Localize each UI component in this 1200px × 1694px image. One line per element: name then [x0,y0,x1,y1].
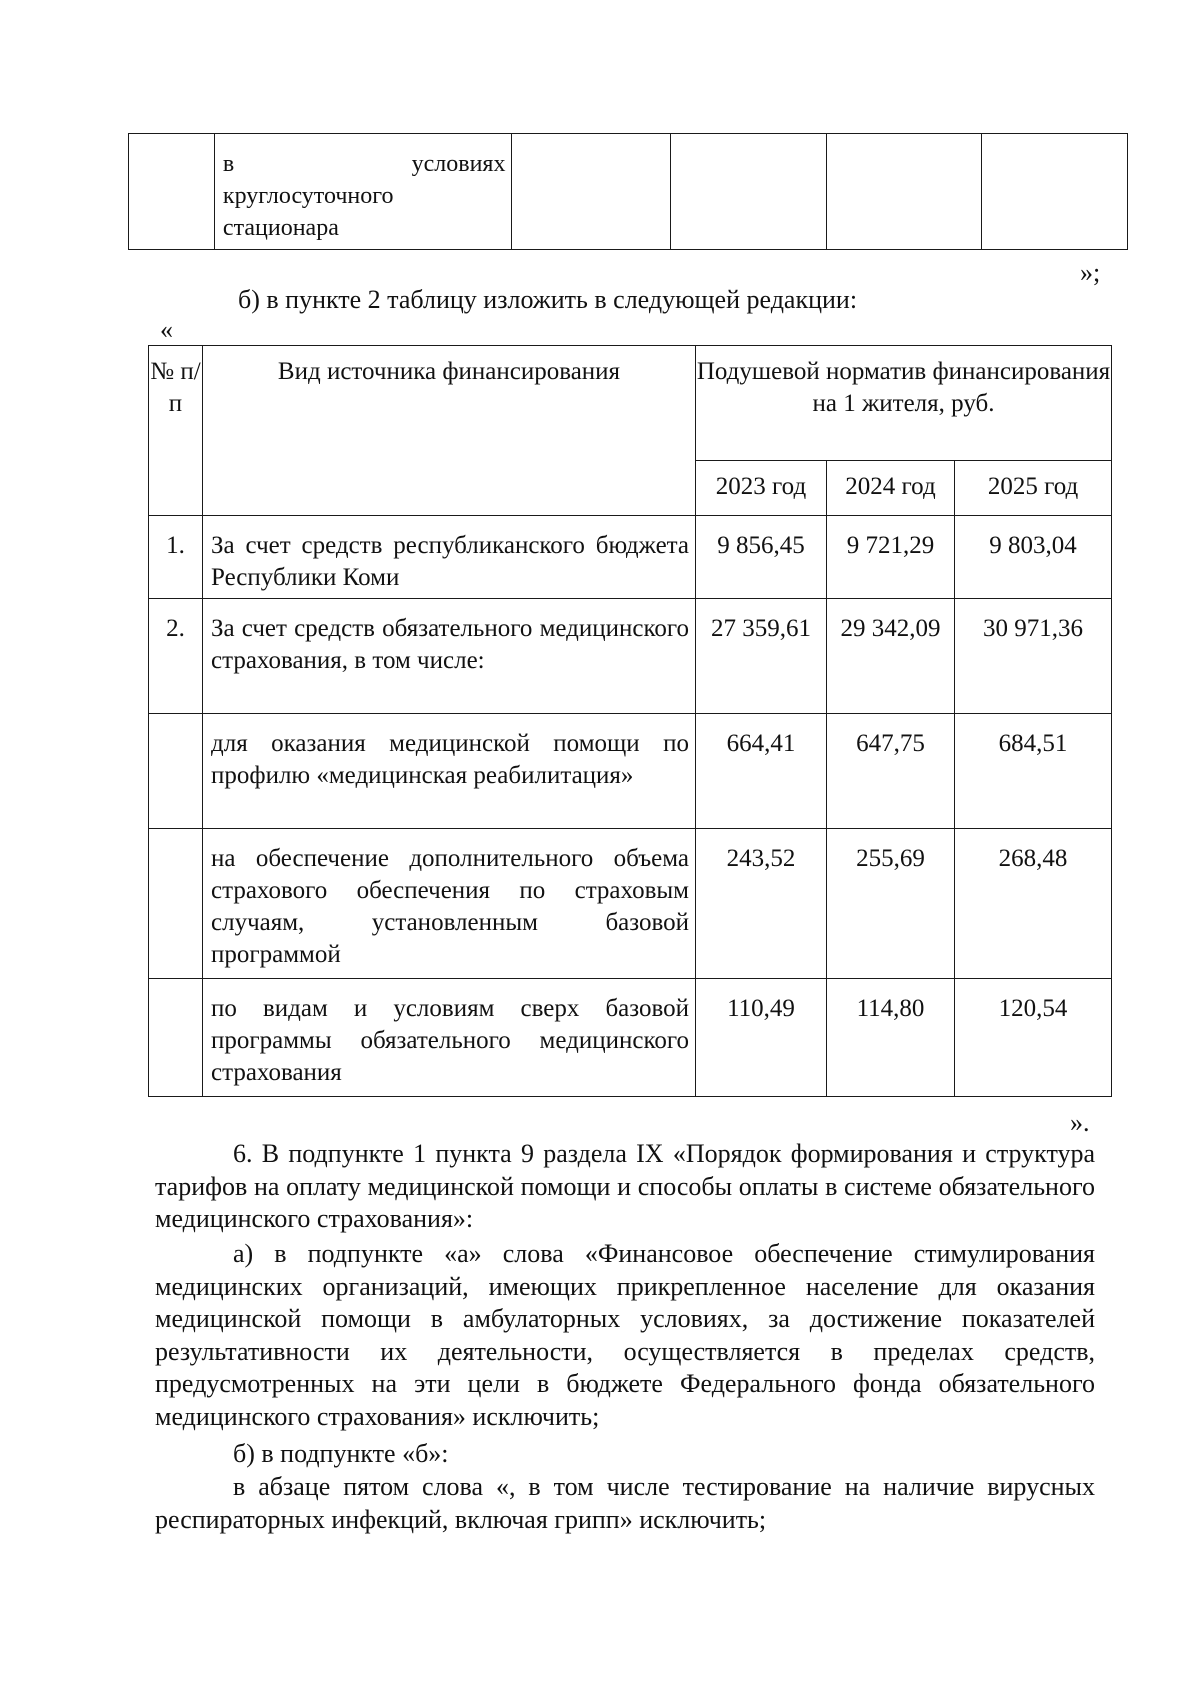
header-norm: Подушевой норматив финансирования на 1 жителя, руб. [696,346,1112,461]
table-row [149,599,1112,714]
closing-quote: ». [1070,1108,1090,1137]
value-2023: 27 359,61 [696,599,827,714]
row-description: За счет средств обязательного медицинского страхования, в том числе: [203,599,696,714]
row-number: 1. [149,516,203,599]
table-row [149,516,1112,599]
value-2023: 9 856,45 [696,516,827,599]
row-description: на обеспечение дополнительного объема страхового обеспечения по страховым случаям, установленным базовой программой [203,829,696,979]
value-2025: 684,51 [955,714,1112,829]
previous-table-fragment [128,133,1128,250]
value-2025: 9 803,04 [955,516,1112,599]
table-row [149,979,1112,1097]
paragraph-b: б) в подпункте «б»: [233,1439,449,1468]
row-description: по видам и условиям сверх базовой программы обязательного медицинского страхования [203,979,696,1097]
value-2025: 30 971,36 [955,599,1112,714]
table-cell [214,134,512,250]
value-2023: 243,52 [696,829,827,979]
value-2023: 664,41 [696,714,827,829]
closing-quote: »; [1080,258,1101,287]
row-number [149,714,203,829]
value-2024: 29 342,09 [827,599,955,714]
value-2023: 110,49 [696,979,827,1097]
paragraph-a: а) в подпункте «а» слова «Финансовое обеспечение стимулирования медицинских организаций, имеющих прикрепленное население для оказания медицинской помощи в амбулаторных условиях, за достижение показателей результативности их деятельности, осуществляется в пределах средств, предусмотренных на эти цели в бюджете Федерального фонда обязательного медицинского страхования» исключить; [155,1239,1095,1431]
header-year-2024: 2024 год [827,461,955,516]
value-2024: 114,80 [827,979,955,1097]
row-description: За счет средств республиканского бюджета Республики Коми [203,516,696,599]
table-cell [981,134,1127,250]
paragraph-c: в абзаце пятом слова «, в том числе тестирование на наличие вирусных респираторных инфекций, включая грипп» исключить; [155,1472,1095,1534]
value-2024: 647,75 [827,714,955,829]
row-description: для оказания медицинской помощи по профилю «медицинская реабилитация» [203,714,696,829]
header-number: № п/п [149,346,203,516]
financing-norms-table [148,345,1112,1097]
table-row [149,829,1112,979]
row-number [149,979,203,1097]
paragraph-6: 6. В подпункте 1 пункта 9 раздела IX «Порядок формирования и структура тарифов на оплату медицинской помощи и способы оплаты в системе обязательного медицинского страхования»: [155,1139,1095,1233]
header-year-2025: 2025 год [955,461,1112,516]
table-cell [129,134,215,250]
value-2024: 255,69 [827,829,955,979]
table-row [149,714,1112,829]
cell-text: в условиях круглосуточного стационара [222,151,506,241]
header-source: Вид источника финансирования [203,346,696,516]
row-number [149,829,203,979]
table-cell [512,134,671,250]
header-year-2023: 2023 год [696,461,827,516]
value-2025: 120,54 [955,979,1112,1097]
table-row [129,134,1128,250]
row-number: 2. [149,599,203,714]
opening-quote: « [160,315,173,344]
paragraph-b-intro: б) в пункте 2 таблицу изложить в следующей редакции: [238,285,858,314]
value-2024: 9 721,29 [827,516,955,599]
table-cell [671,134,827,250]
table-header-row [149,346,1112,461]
table-cell [827,134,982,250]
value-2025: 268,48 [955,829,1112,979]
